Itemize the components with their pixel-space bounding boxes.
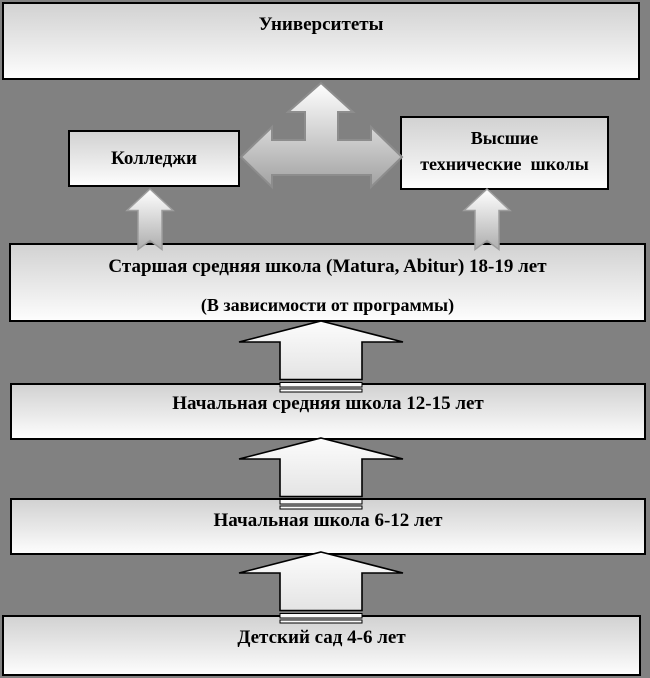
striped-up-arrow-primary-to-middle-icon [238, 437, 404, 510]
level-box-senior-secondary-school [9, 243, 646, 322]
notched-up-arrow-to-colleges-icon [126, 188, 174, 251]
kindergarten-label: Детский сад 4-6 лет [237, 627, 406, 648]
striped-up-arrow-kindergarten-to-primary-icon [238, 551, 404, 624]
three-way-arrow-icon [238, 78, 406, 192]
tech-label-line1: Высшие [470, 128, 539, 148]
middle-label: Начальная средняя школа 12-15 лет [172, 393, 484, 414]
notched-up-arrow-to-tech-schools-icon [463, 188, 511, 251]
level-box-kindergarten [2, 615, 641, 676]
level-box-universities [2, 2, 640, 80]
primary-label: Начальная школа 6-12 лет [213, 510, 443, 531]
tech-label-line2: технические школы [420, 154, 589, 174]
universities-label: Университеты [258, 14, 384, 35]
striped-up-arrow-middle-to-senior-icon [238, 320, 404, 393]
level-box-colleges [68, 130, 240, 187]
senior-label-line2: (В зависимости от программы) [200, 295, 455, 315]
level-box-higher-technical-schools [400, 116, 609, 190]
colleges-label: Колледжи [111, 147, 197, 169]
senior-label-line1: Старшая средняя школа (Matura, Abitur) 18-19 лет [108, 256, 547, 277]
